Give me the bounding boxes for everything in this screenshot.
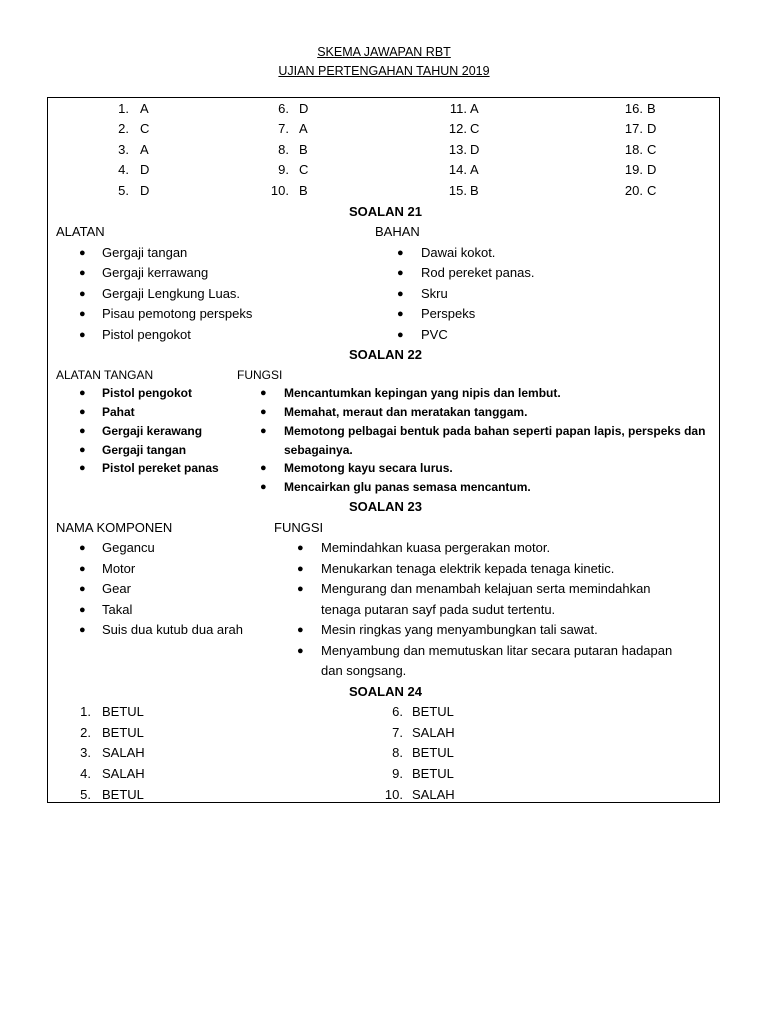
answer-letter: C: [299, 162, 309, 177]
question-number: 3.: [80, 745, 91, 760]
list-item: Motor: [102, 561, 136, 576]
section-heading: SOALAN 22: [349, 347, 422, 362]
bullet-icon: ●: [397, 247, 404, 259]
list-item: Pistol pengokot: [102, 327, 191, 342]
answer-value: BETUL: [102, 725, 144, 740]
question-number: 6.: [278, 101, 289, 116]
list-item: Skru: [421, 286, 448, 301]
answer-value: SALAH: [412, 725, 455, 740]
bullet-icon: ●: [79, 624, 86, 636]
question-number: 3.: [118, 142, 129, 157]
bullet-icon: ●: [79, 563, 86, 575]
section-heading: SOALAN 24: [349, 684, 422, 699]
bullet-icon: ●: [79, 308, 86, 320]
answer-value: SALAH: [102, 745, 145, 760]
question-number: 4.: [118, 162, 129, 177]
list-item: Gergaji tangan: [102, 443, 187, 457]
question-number: 16.: [624, 101, 643, 116]
answer-letter: B: [647, 101, 656, 116]
answer-letter: C: [647, 183, 657, 198]
bullet-icon: ●: [297, 645, 304, 657]
answer-letter: A: [470, 101, 479, 116]
bullet-icon: ●: [79, 247, 86, 259]
list-item: Rod pereket panas.: [421, 265, 535, 280]
answer-letter: B: [470, 183, 479, 198]
list-item: Suis dua kutub dua arah: [102, 622, 243, 637]
list-item: Memotong kayu secara lurus.: [284, 461, 453, 475]
list-item: Gergaji kerrawang: [102, 265, 209, 280]
question-number: 2.: [118, 121, 129, 136]
answer-letter: C: [470, 121, 480, 136]
list-item: Memindahkan kuasa pergerakan motor.: [321, 540, 551, 555]
list-item: PVC: [421, 327, 448, 342]
list-item: Gear: [102, 581, 131, 596]
question-number: 10.: [270, 183, 289, 198]
answer-letter: A: [140, 142, 149, 157]
list-item: tenaga putaran sayf pada sudut tertentu.: [321, 602, 556, 617]
question-number: 12.: [448, 121, 467, 136]
bullet-icon: ●: [79, 604, 86, 616]
question-number: 8.: [278, 142, 289, 157]
list-item: Takal: [102, 602, 133, 617]
bullet-icon: ●: [260, 425, 267, 437]
list-item: Mencantumkan kepingan yang nipis dan lembut.: [284, 386, 561, 400]
title-line1: SKEMA JAWAPAN RBT: [317, 45, 451, 59]
list-item: Pistol pereket panas: [102, 461, 219, 475]
question-number: 11.: [449, 101, 467, 116]
bullet-icon: ●: [79, 462, 86, 474]
list-item: Pistol pengokot: [102, 386, 192, 400]
column-header: FUNGSI: [237, 368, 283, 382]
column-header: ALATAN: [56, 224, 105, 239]
section-heading: SOALAN 23: [349, 499, 422, 514]
bullet-icon: ●: [297, 583, 304, 595]
bullet-icon: ●: [297, 563, 304, 575]
answer-letter: D: [140, 162, 150, 177]
bullet-icon: ●: [397, 267, 404, 279]
column-header: ALATAN TANGAN: [56, 368, 154, 382]
bullet-icon: ●: [297, 542, 304, 554]
answer-letter: B: [299, 142, 308, 157]
list-item: Mesin ringkas yang menyambungkan tali sawat.: [321, 622, 598, 637]
question-number: 4.: [80, 766, 91, 781]
question-number: 5.: [118, 183, 129, 198]
question-number: 9.: [278, 162, 289, 177]
answer-value: BETUL: [412, 745, 454, 760]
bullet-icon: ●: [79, 425, 86, 437]
answer-value: BETUL: [102, 704, 144, 719]
question-number: 7.: [278, 121, 289, 136]
column-header: FUNGSI: [274, 520, 324, 535]
question-number: 18.: [624, 142, 643, 157]
question-number: 7.: [392, 725, 403, 740]
list-item: Pahat: [102, 405, 135, 419]
answer-letter: C: [647, 142, 657, 157]
bullet-icon: ●: [397, 308, 404, 320]
answer-letter: B: [299, 183, 308, 198]
question-number: 15.: [448, 183, 467, 198]
bullet-icon: ●: [260, 481, 267, 493]
answer-letter: C: [140, 121, 150, 136]
list-item: sebagainya.: [284, 443, 353, 457]
answer-letter: D: [470, 142, 480, 157]
bullet-icon: ●: [79, 583, 86, 595]
answer-value: SALAH: [102, 766, 145, 781]
list-item: Perspeks: [421, 306, 476, 321]
list-item: Pisau pemotong perspeks: [102, 306, 253, 321]
question-number: 20.: [624, 183, 643, 198]
answer-letter: D: [647, 162, 657, 177]
question-number: 1.: [118, 101, 129, 116]
answer-letter: A: [299, 121, 308, 136]
bullet-icon: ●: [79, 267, 86, 279]
question-number: 19.: [624, 162, 643, 177]
list-item: Gergaji kerawang: [102, 424, 203, 438]
bullet-icon: ●: [397, 288, 404, 300]
bullet-icon: ●: [79, 288, 86, 300]
question-number: 10.: [384, 787, 403, 802]
answer-scheme-box: [47, 97, 720, 803]
question-number: 9.: [392, 766, 403, 781]
column-header: NAMA KOMPONEN: [56, 520, 173, 535]
bullet-icon: ●: [79, 444, 86, 456]
answer-letter: D: [140, 183, 150, 198]
answer-letter: D: [647, 121, 657, 136]
section-heading: SOALAN 21: [349, 204, 422, 219]
bullet-icon: ●: [79, 387, 86, 399]
bullet-icon: ●: [79, 542, 86, 554]
bullet-icon: ●: [79, 329, 86, 341]
column-header: BAHAN: [375, 224, 420, 239]
answer-letter: A: [140, 101, 149, 116]
list-item: Gegancu: [102, 540, 155, 555]
question-number: 13.: [448, 142, 467, 157]
list-item: Dawai kokot.: [421, 245, 496, 260]
question-number: 1.: [80, 704, 91, 719]
bullet-icon: ●: [260, 462, 267, 474]
question-number: 8.: [392, 745, 403, 760]
list-item: Mencairkan glu panas semasa mencantum.: [284, 480, 531, 494]
question-number: 17.: [624, 121, 643, 136]
answer-value: BETUL: [102, 787, 144, 802]
question-number: 2.: [80, 725, 91, 740]
question-number: 14.: [448, 162, 467, 177]
answer-value: SALAH: [412, 787, 455, 802]
title-line2: UJIAN PERTENGAHAN TAHUN 2019: [278, 64, 490, 78]
question-number: 5.: [80, 787, 91, 802]
answer-letter: A: [470, 162, 479, 177]
answer-value: BETUL: [412, 766, 454, 781]
list-item: Memotong pelbagai bentuk pada bahan seperti papan lapis, perspeks dan: [284, 424, 706, 438]
list-item: Menyambung dan memutuskan litar secara putaran hadapan: [321, 643, 673, 658]
bullet-icon: ●: [397, 329, 404, 341]
list-item: Gergaji tangan: [102, 245, 188, 260]
list-item: Gergaji Lengkung Luas.: [102, 286, 241, 301]
bullet-icon: ●: [260, 406, 267, 418]
answer-value: BETUL: [412, 704, 454, 719]
list-item: Mengurang dan menambah kelajuan serta memindahkan: [321, 581, 651, 596]
question-number: 6.: [392, 704, 403, 719]
answer-letter: D: [299, 101, 309, 116]
list-item: Memahat, meraut dan meratakan tanggam.: [284, 405, 528, 419]
bullet-icon: ●: [260, 387, 267, 399]
bullet-icon: ●: [297, 624, 304, 636]
list-item: Menukarkan tenaga elektrik kepada tenaga kinetic.: [321, 561, 615, 576]
bullet-icon: ●: [79, 406, 86, 418]
list-item: dan songsang.: [321, 663, 407, 678]
